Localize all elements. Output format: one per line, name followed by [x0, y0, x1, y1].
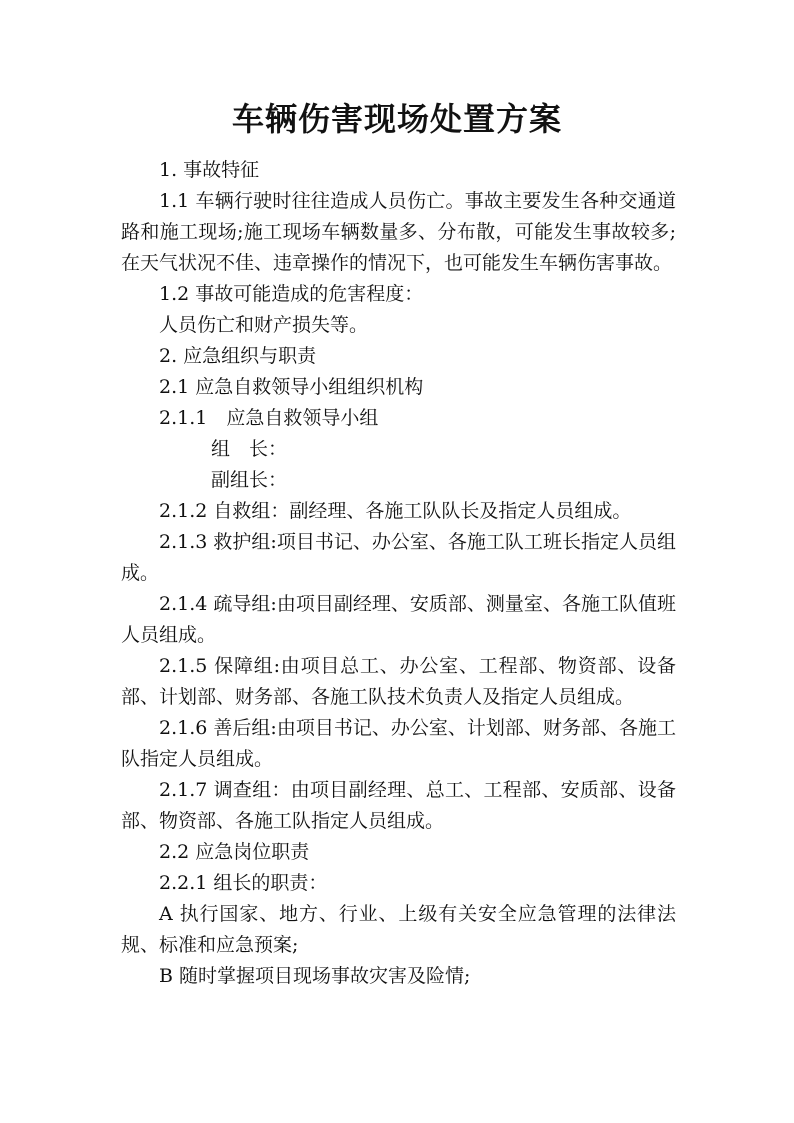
section-heading-2: 2. 应急组织与职责	[159, 345, 317, 367]
document-body	[121, 155, 676, 992]
duty-item-b: B 随时掌握项目现场事故灾害及险情;	[159, 965, 471, 987]
paragraph-2-1: 2.1 应急自救领导小组组织机构	[159, 376, 424, 398]
paragraph-1-1: 1.1 车辆行驶时往往造成人员伤亡。事故主要发生各种交通道路和施工现场;施工现场车辆数量多、分布散，可能发生事故较多;在天气状况不佳、违章操作的情况下，也可能发生车辆伤害事故。	[121, 190, 676, 274]
paragraph-1-2-content: 人员伤亡和财产损失等。	[159, 314, 369, 336]
deputy-leader-line: 副组长：	[211, 469, 288, 491]
duty-item-a: A 执行国家、地方、行业、上级有关安全应急管理的法律法规、标准和应急预案;	[121, 903, 676, 956]
paragraph-1-2: 1.2 事故可能造成的危害程度：	[159, 283, 424, 305]
paragraph-2-1-2: 2.1.2 自救组：副经理、各施工队队长及指定人员组成。	[159, 500, 632, 522]
document-title: 车辆伤害现场处置方案	[231, 100, 562, 138]
paragraph-2-1-1: 2.1.1 应急自救领导小组	[159, 407, 379, 429]
section-heading-1: 1. 事故特征	[159, 159, 260, 181]
paragraph-2-2-1: 2.2.1 组长的职责：	[159, 872, 328, 894]
paragraph-2-1-7: 2.1.7 调查组：由项目副经理、总工、工程部、安质部、设备部、物资部、各施工队指定人员组成。	[121, 779, 676, 832]
paragraph-2-2: 2.2 应急岗位职责	[159, 841, 310, 863]
paragraph-2-1-5: 2.1.5 保障组:由项目总工、办公室、工程部、物资部、设备部、计划部、财务部、各施工队技术负责人及指定人员组成。	[121, 655, 676, 708]
team-leader-line: 组 长：	[211, 438, 288, 460]
paragraph-2-1-6: 2.1.6 善后组:由项目书记、办公室、计划部、财务部、各施工队指定人员组成。	[121, 717, 676, 770]
paragraph-2-1-4: 2.1.4 疏导组:由项目副经理、安质部、测量室、各施工队值班人员组成。	[121, 593, 676, 646]
paragraph-2-1-3: 2.1.3 救护组:项目书记、办公室、各施工队工班长指定人员组成。	[121, 531, 676, 584]
